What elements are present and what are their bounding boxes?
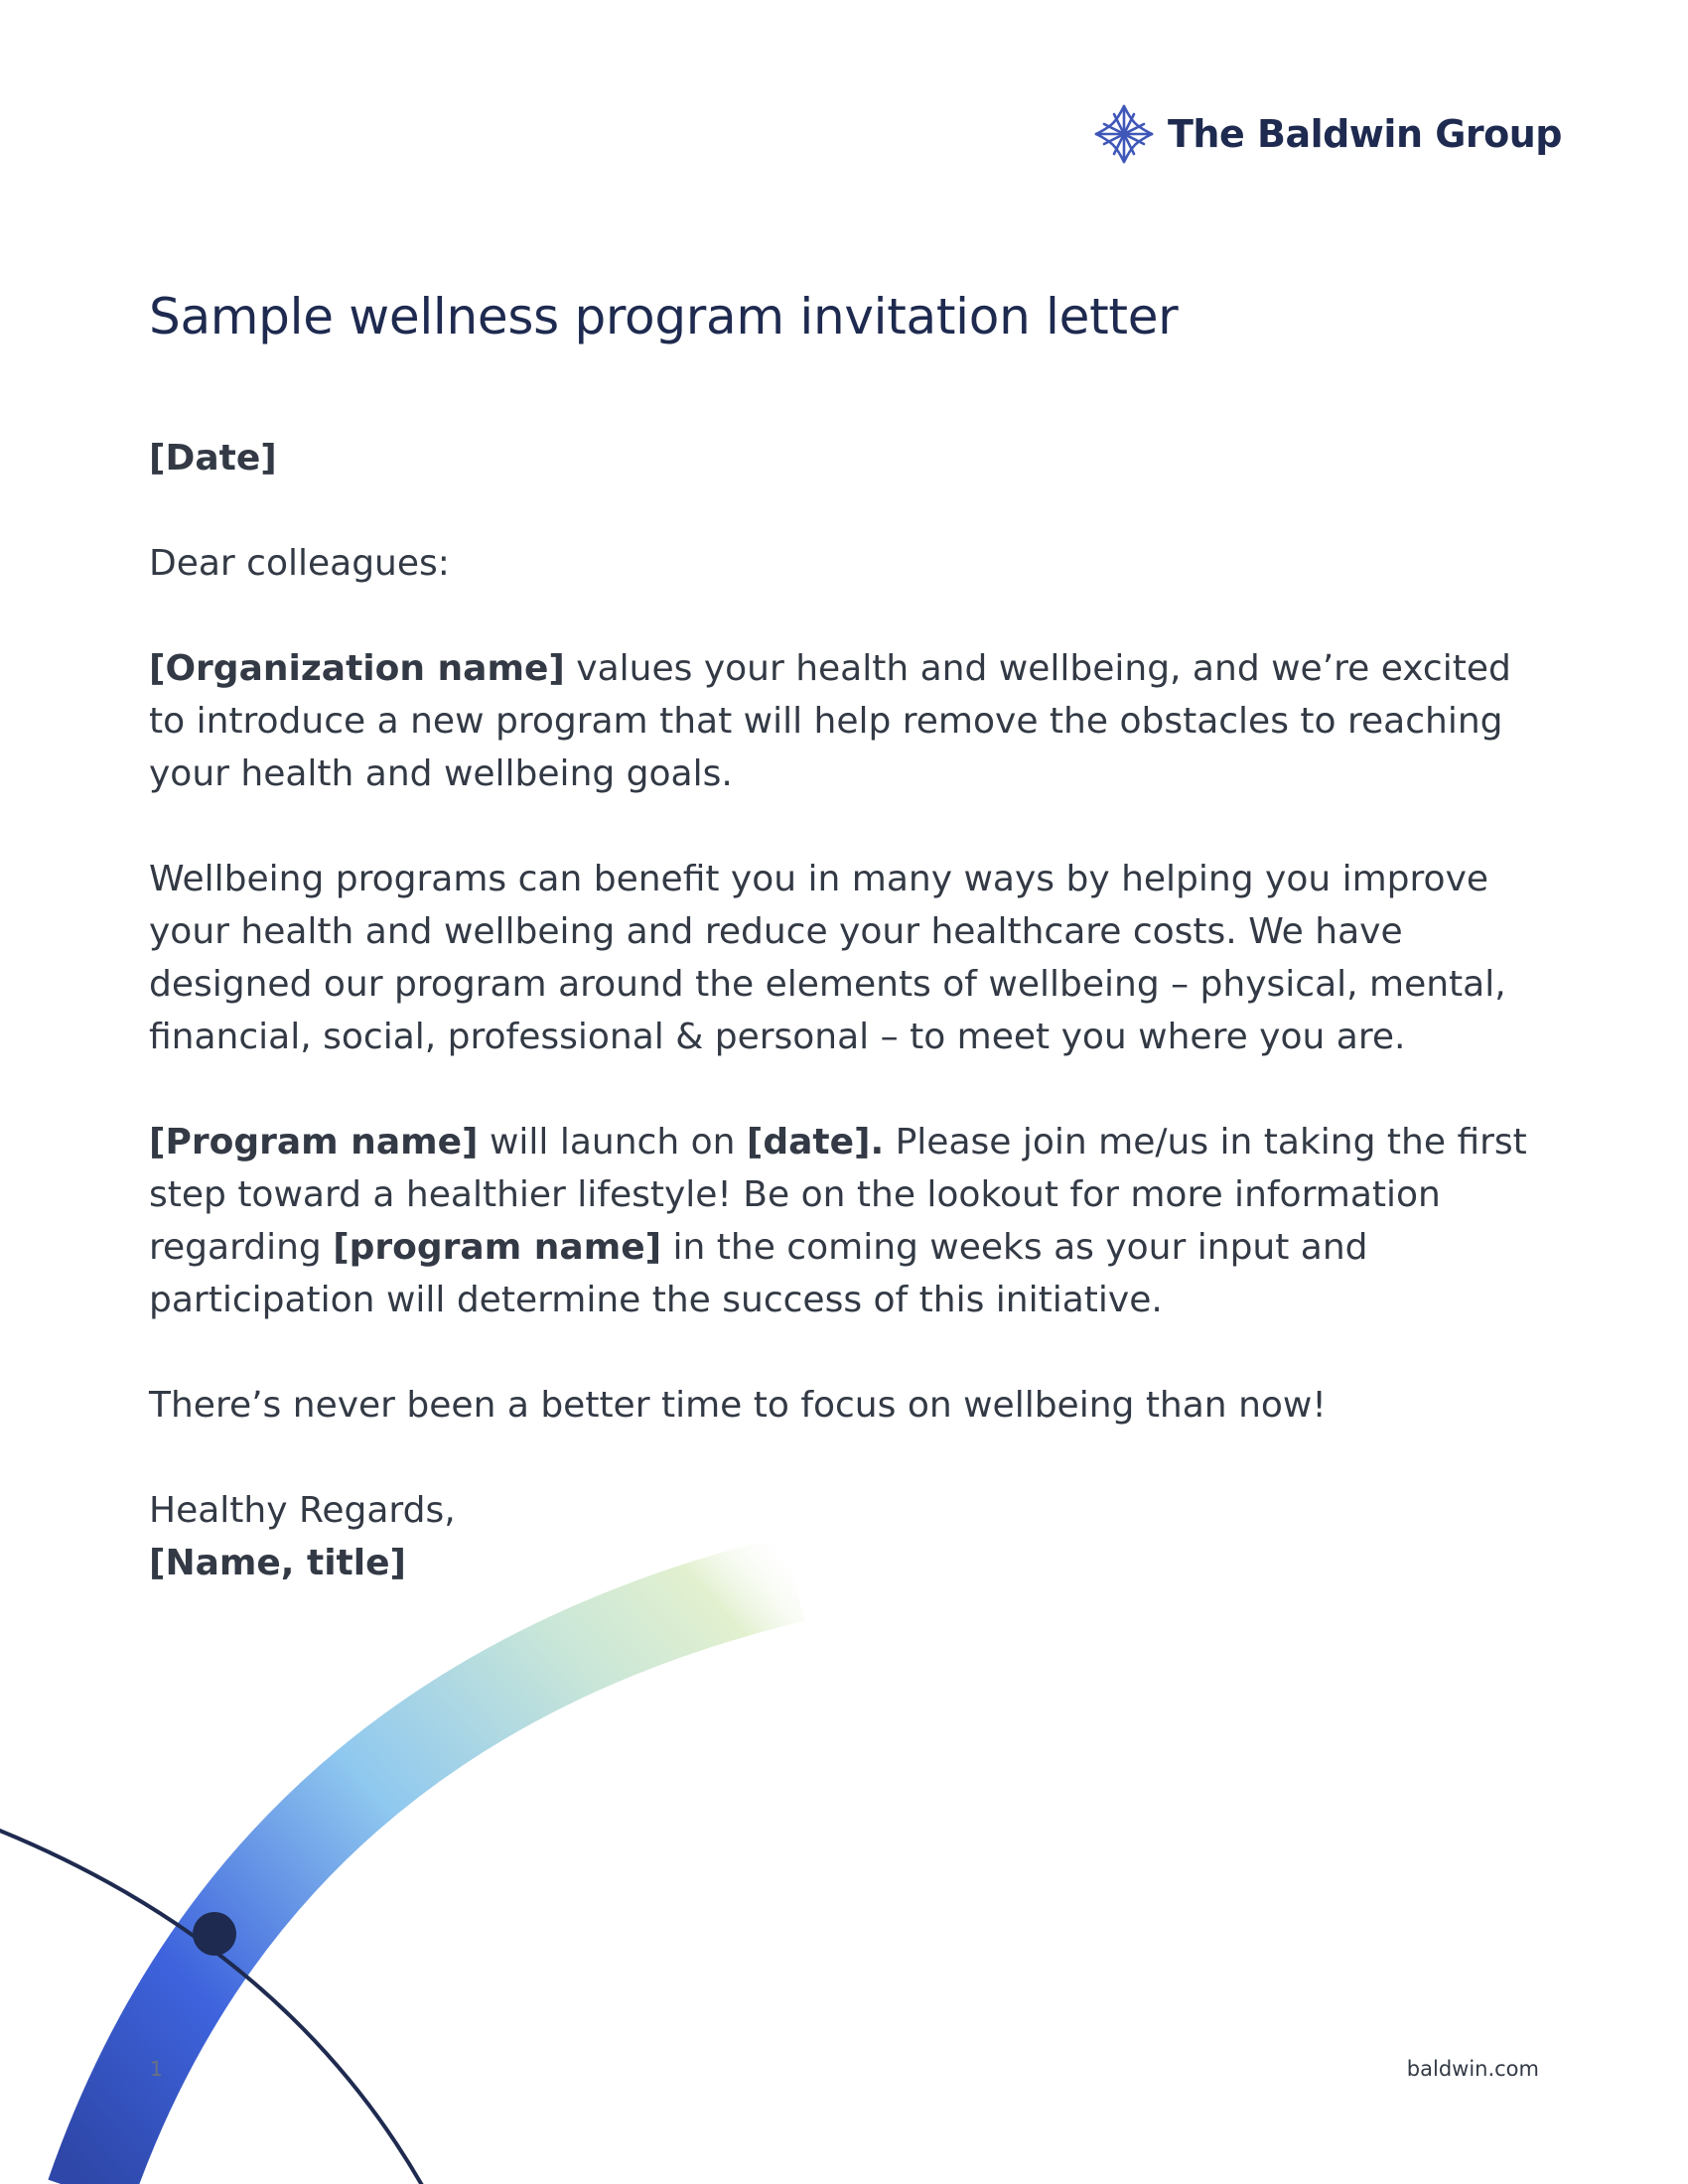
page-title: Sample wellness program invitation letter — [149, 288, 1179, 345]
signature-line — [149, 1537, 1539, 1589]
signature-placeholder: [Name, title] — [149, 1543, 406, 1583]
baldwin-starburst-icon — [1092, 102, 1156, 166]
program-name-placeholder-2: [program name] — [333, 1227, 662, 1268]
footer-url: baldwin.com — [1406, 2057, 1539, 2081]
date-placeholder: [Date] — [149, 438, 277, 478]
organization-name-placeholder: [Organization name] — [149, 648, 565, 689]
launch-text-b: Please join me/us in taking the first step toward a healthier lifestyle! Be on the lookout for more information regarding — [149, 1122, 1527, 1268]
company-name: The Baldwin Group — [1168, 112, 1563, 156]
intro-text: values your health and wellbeing, and we’re excited to introduce a new program that will help remove the obstacles to reaching your health and wellbeing goals. — [149, 648, 1511, 794]
date-line — [149, 432, 1539, 484]
program-name-placeholder: [Program name] — [149, 1122, 479, 1162]
page-number: 1 — [150, 2057, 163, 2081]
closing-line: Healthy Regards, — [149, 1490, 456, 1531]
navy-arc-dot — [193, 1912, 236, 1956]
launch-text-a: will launch on — [478, 1122, 747, 1162]
salutation: Dear colleagues: — [149, 543, 450, 584]
paragraph-launch — [149, 1116, 1539, 1326]
gradient-arc-band — [89, 1578, 794, 2184]
company-logo — [1092, 99, 1562, 169]
paragraph-benefits: Wellbeing programs can benefit you in many ways by helping you improve your health and wellbeing and reduce your healthcare costs. We have designed our program around the elements of wellbeing – physical, mental, financial, social, professional & personal – to meet you where you are. — [149, 859, 1506, 1057]
paragraph-closing-statement: There’s never been a better time to focus on wellbeing than now! — [149, 1385, 1327, 1426]
paragraph-intro — [149, 642, 1539, 800]
launch-text-c: in the coming weeks as your input and participation will determine the success of this initiative. — [149, 1227, 1368, 1320]
letter-body — [149, 432, 1539, 1589]
letter-content — [149, 283, 1539, 1589]
launch-date-placeholder: [date]. — [746, 1122, 885, 1162]
